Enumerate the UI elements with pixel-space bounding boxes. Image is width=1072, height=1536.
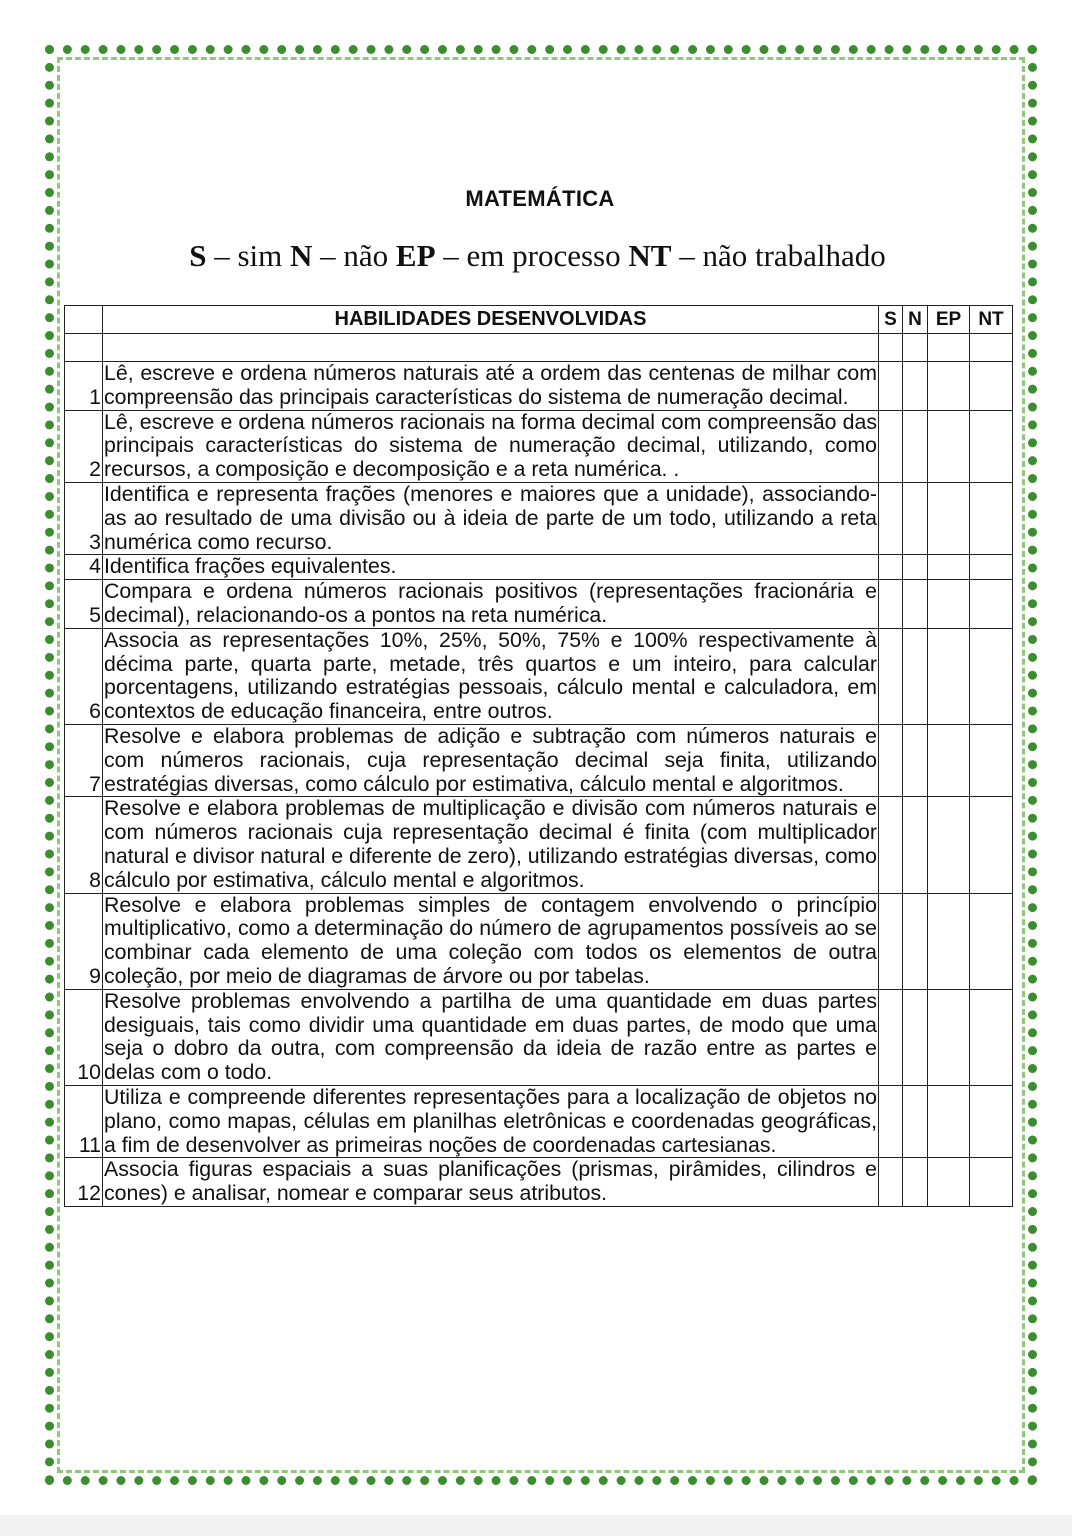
check-n[interactable] [903, 362, 928, 411]
check-n[interactable] [903, 1085, 928, 1157]
check-ep[interactable] [928, 1158, 970, 1207]
blank-cell [65, 334, 103, 362]
table-row [65, 797, 1013, 893]
check-nt[interactable] [970, 555, 1013, 580]
row-number: 5 [65, 580, 103, 629]
row-number: 8 [65, 797, 103, 893]
header-s: S [879, 306, 903, 334]
check-s[interactable] [879, 797, 903, 893]
table-header-row [65, 306, 1013, 334]
check-nt[interactable] [970, 1085, 1013, 1157]
table-blank-row [65, 334, 1013, 362]
table-row [65, 628, 1013, 724]
skill-text: Identifica e representa frações (menores e maiores que a unidade), associando-as ao resultado de uma divisão ou à ideia de parte de um todo, utilizando a reta numérica como recurso. [104, 481, 877, 554]
header-n: N [903, 306, 928, 334]
skill-text: Resolve problemas envolvendo a partilha de uma quantidade em duas partes desiguais, tais como dividir uma quantidade em duas partes, de modo que uma seja o dobro da outra, com compreensão da ideia de razão entre as partes e delas com o todo. [104, 988, 877, 1085]
skill-text: Resolve e elabora problemas simples de contagem envolvendo o princípio multiplicativo, como a determinação do número de agrupamentos possíveis ao se combinar cada elemento de uma coleção com todos os elementos de outra coleção, por meio de diagramas de árvore ou por tabelas. [104, 892, 877, 988]
check-s[interactable] [879, 1085, 903, 1157]
legend-code-nt: NT [628, 238, 672, 273]
page-title: MATEMÁTICA [465, 186, 615, 211]
check-nt[interactable] [970, 797, 1013, 893]
check-s[interactable] [879, 362, 903, 411]
table-row [65, 410, 1013, 482]
row-number: 7 [65, 724, 103, 796]
row-number: 1 [65, 362, 103, 411]
skill-text: Lê, escreve e ordena números racionais na forma decimal com compreensão das principais características do sistema de numeração decimal, utilizando, como recursos, a composição e decomposição e a reta numérica. . [104, 409, 877, 482]
legend-text-n: – não [320, 238, 389, 273]
skill-text: Associa as representações 10%, 25%, 50%, 75% e 100% respectivamente à décima parte, quarta parte, metade, três quartos e um inteiro, para calcular porcentagens, utilizando estratégias pessoais, cálculo mental e calculadora, em contextos de educação financeira, entre outros. [104, 627, 877, 724]
check-ep[interactable] [928, 555, 970, 580]
check-ep[interactable] [928, 362, 970, 411]
legend-code-n: N [290, 238, 313, 273]
check-nt[interactable] [970, 580, 1013, 629]
check-s[interactable] [879, 893, 903, 989]
legend-code-ep: EP [395, 238, 436, 273]
table-row [65, 893, 1013, 989]
legend-text-ep: – em processo [443, 238, 621, 273]
check-ep[interactable] [928, 482, 970, 554]
row-number: 2 [65, 410, 103, 482]
bottom-margin-strip [0, 1515, 1072, 1536]
blank-cell [879, 334, 903, 362]
row-number: 3 [65, 482, 103, 554]
blank-cell [970, 334, 1013, 362]
row-number: 10 [65, 989, 103, 1085]
check-ep[interactable] [928, 580, 970, 629]
check-s[interactable] [879, 410, 903, 482]
table-row [65, 1085, 1013, 1157]
check-n[interactable] [903, 893, 928, 989]
check-ep[interactable] [928, 893, 970, 989]
check-nt[interactable] [970, 1158, 1013, 1207]
check-s[interactable] [879, 1158, 903, 1207]
skill-text: Associa figuras espaciais a suas planificações (prismas, pirâmides, cilindros e cones) e analisar, nomear e comparar seus atributos. [104, 1157, 877, 1206]
blank-cell [928, 334, 970, 362]
check-s[interactable] [879, 724, 903, 796]
check-s[interactable] [879, 555, 903, 580]
blank-cell [903, 334, 928, 362]
skill-text: Utiliza e compreende diferentes representações para a localização de objetos no plano, como mapas, células em planilhas eletrônicas e coordenadas geográficas, a fim de desenvolver as primeiras noções de coordenadas cartesianas. [104, 1084, 877, 1157]
check-ep[interactable] [928, 628, 970, 724]
table-row [65, 580, 1013, 629]
check-ep[interactable] [928, 797, 970, 893]
check-n[interactable] [903, 989, 928, 1085]
check-n[interactable] [903, 580, 928, 629]
check-n[interactable] [903, 482, 928, 554]
row-number: 4 [65, 555, 103, 580]
row-number: 12 [65, 1158, 103, 1207]
row-number: 9 [65, 893, 103, 989]
check-n[interactable] [903, 410, 928, 482]
row-number: 6 [65, 628, 103, 724]
check-s[interactable] [879, 989, 903, 1085]
check-ep[interactable] [928, 410, 970, 482]
check-nt[interactable] [970, 893, 1013, 989]
check-nt[interactable] [970, 724, 1013, 796]
check-nt[interactable] [970, 989, 1013, 1085]
header-number-cell [65, 306, 103, 334]
skill-text: Resolve e elabora problemas de multiplicação e divisão com números naturais e com números racionais cuja representação decimal é finita (com multiplicador natural e divisor natural e diferente de zero), utilizando estratégias diversas, como cálculo por estimativa, cálculo mental e algoritmos. [104, 796, 878, 892]
check-s[interactable] [879, 482, 903, 554]
header-ep: EP [928, 306, 970, 334]
check-nt[interactable] [970, 410, 1013, 482]
skills-table [64, 305, 1013, 1207]
legend-text-nt: – não trabalhado [679, 238, 886, 273]
check-n[interactable] [903, 628, 928, 724]
row-number: 11 [65, 1085, 103, 1157]
legend-code-s: S [189, 238, 207, 273]
legend-text-s: – sim [214, 238, 283, 273]
check-nt[interactable] [970, 628, 1013, 724]
table-row [65, 989, 1013, 1085]
skill-text: Resolve e elabora problemas de adição e subtração com números naturais e com números racionais, cuja representação decimal seja finita, utilizando estratégias diversas, como cálculo por estimativa, cálculo mental e algoritmos. [104, 723, 877, 796]
check-ep[interactable] [928, 1085, 970, 1157]
check-ep[interactable] [928, 724, 970, 796]
table-row [65, 362, 1013, 411]
check-s[interactable] [879, 628, 903, 724]
table-row [65, 1158, 1013, 1207]
check-nt[interactable] [970, 362, 1013, 411]
check-n[interactable] [903, 1158, 928, 1207]
table-row [65, 555, 1013, 580]
header-skills: HABILIDADES DESENVOLVIDAS [103, 306, 879, 334]
check-n[interactable] [903, 797, 928, 893]
check-s[interactable] [879, 580, 903, 629]
check-nt[interactable] [970, 482, 1013, 554]
skill-text: Compara e ordena números racionais positivos (representações fracionária e decimal), relacionando-os a pontos na reta numérica. [104, 579, 877, 627]
check-ep[interactable] [928, 989, 970, 1085]
check-n[interactable] [903, 724, 928, 796]
header-nt: NT [970, 306, 1013, 334]
table-row [65, 482, 1013, 554]
skill-text: Identifica frações equivalentes. [103, 555, 879, 580]
skill-text: Lê, escreve e ordena números naturais até a ordem das centenas de milhar com compreensão das principais características do sistema de numeração decimal. [104, 361, 877, 409]
table-row [65, 724, 1013, 796]
legend [0, 238, 1072, 274]
check-n[interactable] [903, 555, 928, 580]
blank-cell [103, 334, 879, 362]
